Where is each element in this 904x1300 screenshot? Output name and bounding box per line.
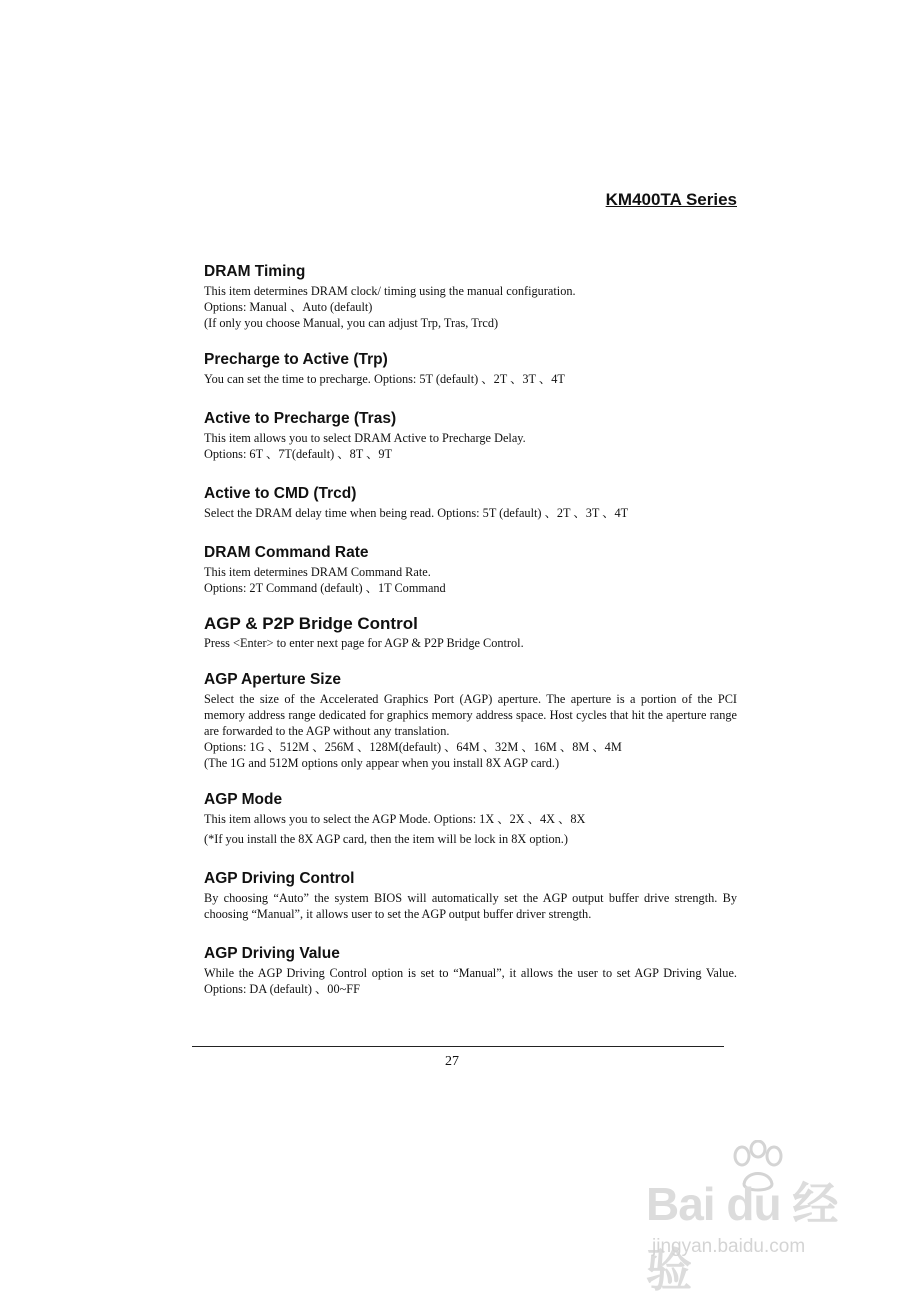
series-title: KM400TA Series bbox=[605, 190, 737, 209]
section-heading: AGP Mode bbox=[204, 791, 283, 808]
section-text: This item allows you to select the AGP Mode. Options: 1X 、2X 、4X 、8X bbox=[204, 812, 586, 826]
section-dram-timing bbox=[204, 262, 737, 331]
watermark-logo-text: Bai du 经验 bbox=[646, 1178, 838, 1296]
section-agp-p2p-bridge-control bbox=[204, 614, 737, 651]
section-agp-driving-value bbox=[204, 944, 737, 997]
section-text: (If only you choose Manual, you can adjust Trp, Tras, Trcd) bbox=[204, 316, 499, 330]
footer-divider bbox=[192, 1046, 724, 1047]
section-text: Options: 6T 、7T(default) 、8T 、9T bbox=[204, 447, 393, 461]
section-text: This item determines DRAM clock/ timing using the manual configuration. bbox=[204, 284, 576, 298]
section-heading: AGP & P2P Bridge Control bbox=[204, 614, 418, 633]
section-text: (The 1G and 512M options only appear when you install 8X AGP card.) bbox=[204, 756, 560, 770]
section-heading: AGP Driving Value bbox=[204, 945, 340, 962]
section-heading: Active to CMD (Trcd) bbox=[204, 485, 357, 502]
section-text: Options: Manual 、Auto (default) bbox=[204, 300, 373, 314]
watermark-url: jingyan.baidu.com bbox=[652, 1236, 806, 1257]
section-active-to-precharge bbox=[204, 409, 737, 462]
section-text: This item allows you to select DRAM Active to Precharge Delay. bbox=[204, 431, 526, 445]
section-heading: Precharge to Active (Trp) bbox=[204, 351, 388, 368]
section-active-to-cmd bbox=[204, 484, 737, 521]
section-heading: DRAM Command Rate bbox=[204, 544, 369, 561]
section-text: This item determines DRAM Command Rate. bbox=[204, 565, 431, 579]
section-agp-driving-control bbox=[204, 869, 737, 922]
baidu-watermark bbox=[646, 1140, 866, 1296]
section-text: While the AGP Driving Control option is set to “Manual”, it allows the user to set AGP Driving Value. Options: DA (default) 、00~FF bbox=[204, 966, 737, 996]
section-text: Select the size of the Accelerated Graphics Port (AGP) aperture. The aperture is a portion of the PCI memory address range dedicated for graphics memory address space. Host cycles that hit the aperture range are forwarded to the AGP without any translation. bbox=[204, 692, 737, 738]
section-text: By choosing “Auto” the system BIOS will automatically set the AGP output buffer drive strength. By choosing “Manual”, it allows user to set the AGP output buffer driver strength. bbox=[204, 891, 737, 921]
section-text: Options: 2T Command (default) 、1T Command bbox=[204, 581, 446, 595]
section-text: (*If you install the 8X AGP card, then the item will be lock in 8X option.) bbox=[204, 832, 568, 846]
section-heading: Active to Precharge (Tras) bbox=[204, 410, 397, 427]
section-heading: DRAM Timing bbox=[204, 263, 306, 280]
section-text: You can set the time to precharge. Options: 5T (default) 、2T 、3T 、4T bbox=[204, 372, 565, 386]
section-agp-aperture-size bbox=[204, 670, 737, 771]
section-heading: AGP Driving Control bbox=[204, 870, 355, 887]
section-heading: AGP Aperture Size bbox=[204, 671, 341, 688]
section-dram-command-rate bbox=[204, 543, 737, 596]
section-text: Press <Enter> to enter next page for AGP & P2P Bridge Control. bbox=[204, 636, 524, 650]
section-agp-mode bbox=[204, 790, 737, 847]
page-number: 27 bbox=[445, 1054, 459, 1069]
section-text: Select the DRAM delay time when being read. Options: 5T (default) 、2T 、3T 、4T bbox=[204, 506, 629, 520]
section-text: Options: 1G 、512M 、256M 、128M(default) 、64M 、32M 、16M 、8M 、4M bbox=[204, 740, 622, 754]
section-precharge-to-active bbox=[204, 350, 737, 387]
